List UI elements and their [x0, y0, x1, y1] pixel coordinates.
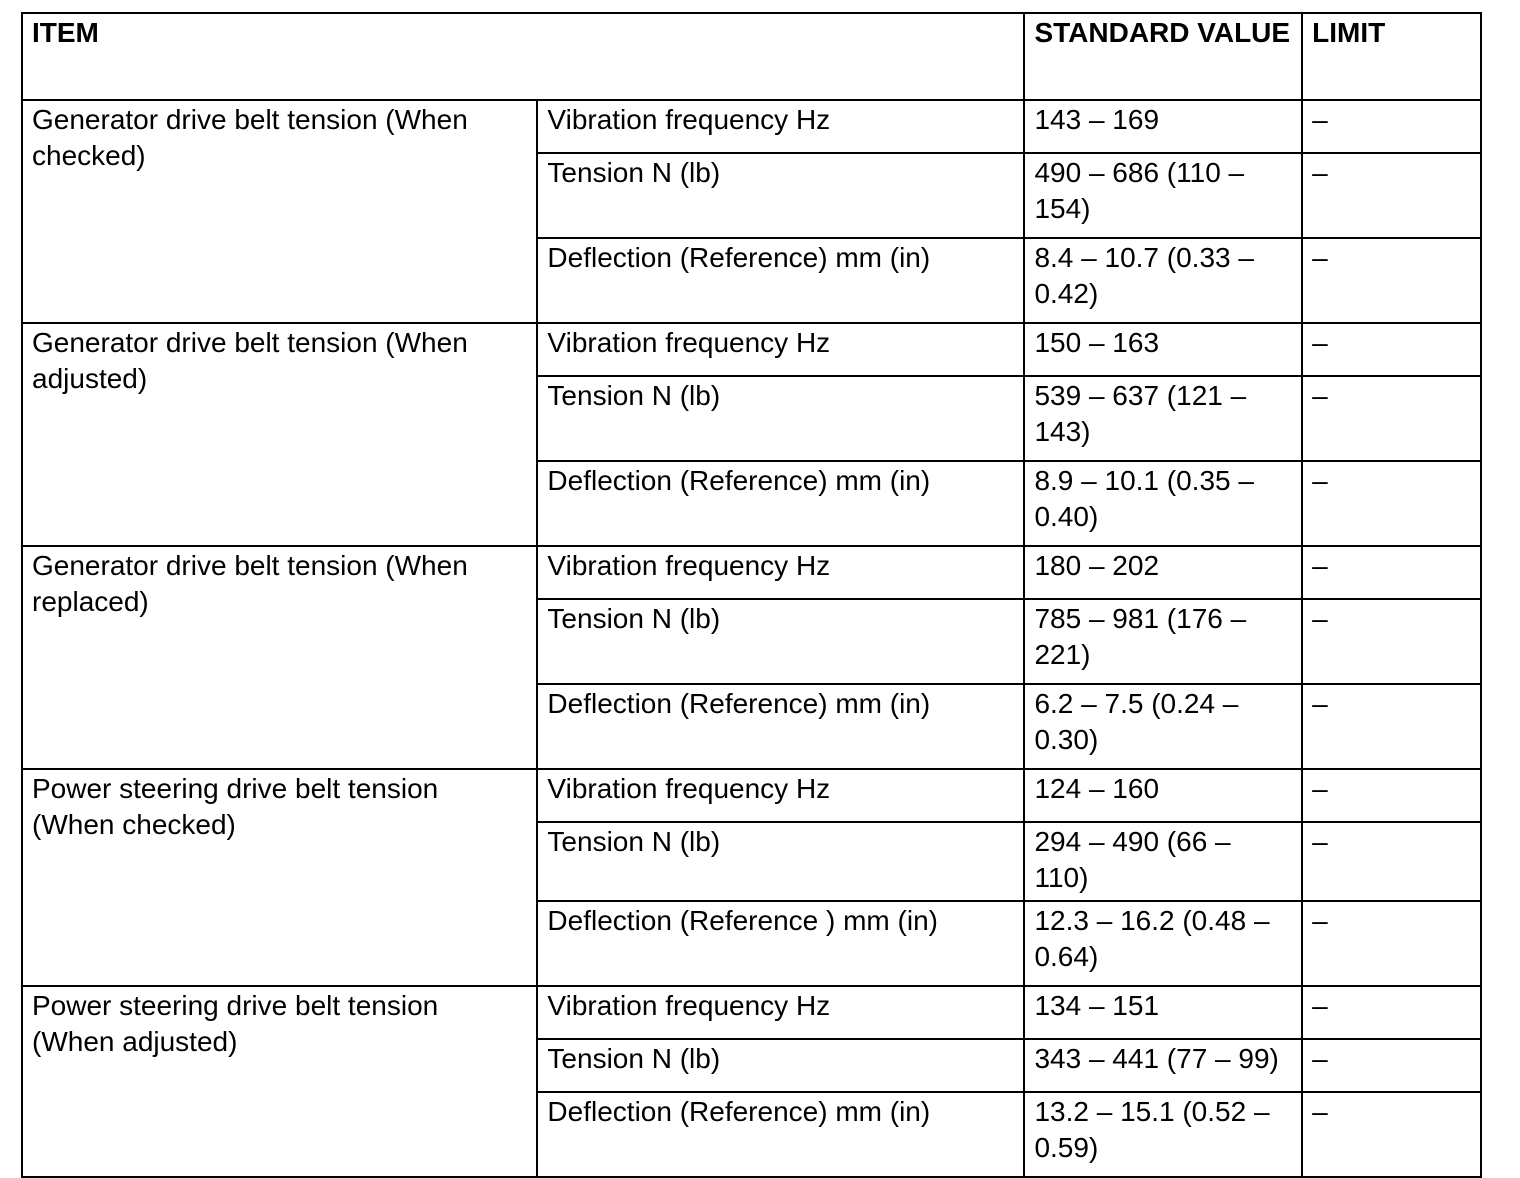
parameter-cell: Deflection (Reference) mm (in)	[537, 238, 1024, 323]
limit-cell: –	[1302, 100, 1481, 153]
standard-value-cell: 539 – 637 (121 – 143)	[1024, 376, 1302, 461]
parameter-cell: Deflection (Reference) mm (in)	[537, 1092, 1024, 1177]
standard-value-cell: 8.4 – 10.7 (0.33 – 0.42)	[1024, 238, 1302, 323]
parameter-cell: Vibration frequency Hz	[537, 546, 1024, 599]
limit-cell: –	[1302, 684, 1481, 769]
standard-value-cell: 134 – 151	[1024, 986, 1302, 1039]
standard-value-cell: 13.2 – 15.1 (0.52 – 0.59)	[1024, 1092, 1302, 1177]
parameter-cell: Vibration frequency Hz	[537, 323, 1024, 376]
parameter-cell: Tension N (lb)	[537, 822, 1024, 901]
standard-value-cell: 180 – 202	[1024, 546, 1302, 599]
limit-cell: –	[1302, 769, 1481, 822]
standard-value-cell: 343 – 441 (77 – 99)	[1024, 1039, 1302, 1092]
standard-value-cell: 143 – 169	[1024, 100, 1302, 153]
parameter-cell: Deflection (Reference) mm (in)	[537, 461, 1024, 546]
limit-cell: –	[1302, 153, 1481, 238]
standard-value-cell: 150 – 163	[1024, 323, 1302, 376]
item-cell: Generator drive belt tension (When adjusted)	[22, 323, 537, 546]
standard-value-cell: 490 – 686 (110 – 154)	[1024, 153, 1302, 238]
parameter-cell: Tension N (lb)	[537, 153, 1024, 238]
parameter-cell: Deflection (Reference) mm (in)	[537, 684, 1024, 769]
parameter-cell: Vibration frequency Hz	[537, 769, 1024, 822]
item-cell: Power steering drive belt tension (When checked)	[22, 769, 537, 986]
parameter-cell: Vibration frequency Hz	[537, 100, 1024, 153]
table-row	[22, 986, 1481, 1039]
standard-value-cell: 6.2 – 7.5 (0.24 – 0.30)	[1024, 684, 1302, 769]
parameter-cell: Deflection (Reference ) mm (in)	[537, 901, 1024, 986]
limit-cell: –	[1302, 323, 1481, 376]
table-row	[22, 100, 1481, 153]
standard-value-cell: 12.3 – 16.2 (0.48 – 0.64)	[1024, 901, 1302, 986]
limit-cell: –	[1302, 546, 1481, 599]
limit-cell: –	[1302, 986, 1481, 1039]
table-row	[22, 546, 1481, 599]
table-row	[22, 323, 1481, 376]
limit-cell: –	[1302, 599, 1481, 684]
parameter-cell: Tension N (lb)	[537, 1039, 1024, 1092]
limit-cell: –	[1302, 901, 1481, 986]
header-row	[22, 13, 1481, 100]
standard-value-cell: 124 – 160	[1024, 769, 1302, 822]
item-cell: Generator drive belt tension (When replaced)	[22, 546, 537, 769]
limit-cell: –	[1302, 376, 1481, 461]
header-limit: LIMIT	[1302, 13, 1481, 100]
table-row	[22, 769, 1481, 822]
limit-cell: –	[1302, 461, 1481, 546]
header-standard-value: STANDARD VALUE	[1024, 13, 1302, 100]
standard-value-cell: 785 – 981 (176 – 221)	[1024, 599, 1302, 684]
standard-value-cell: 294 – 490 (66 – 110)	[1024, 822, 1302, 901]
limit-cell: –	[1302, 238, 1481, 323]
item-cell: Generator drive belt tension (When checked)	[22, 100, 537, 323]
limit-cell: –	[1302, 1092, 1481, 1177]
parameter-cell: Tension N (lb)	[537, 599, 1024, 684]
standard-value-cell: 8.9 – 10.1 (0.35 – 0.40)	[1024, 461, 1302, 546]
header-item: ITEM	[22, 13, 1024, 100]
limit-cell: –	[1302, 1039, 1481, 1092]
limit-cell: –	[1302, 822, 1481, 901]
spec-table	[21, 12, 1482, 1178]
item-cell: Power steering drive belt tension (When adjusted)	[22, 986, 537, 1177]
parameter-cell: Tension N (lb)	[537, 376, 1024, 461]
parameter-cell: Vibration frequency Hz	[537, 986, 1024, 1039]
